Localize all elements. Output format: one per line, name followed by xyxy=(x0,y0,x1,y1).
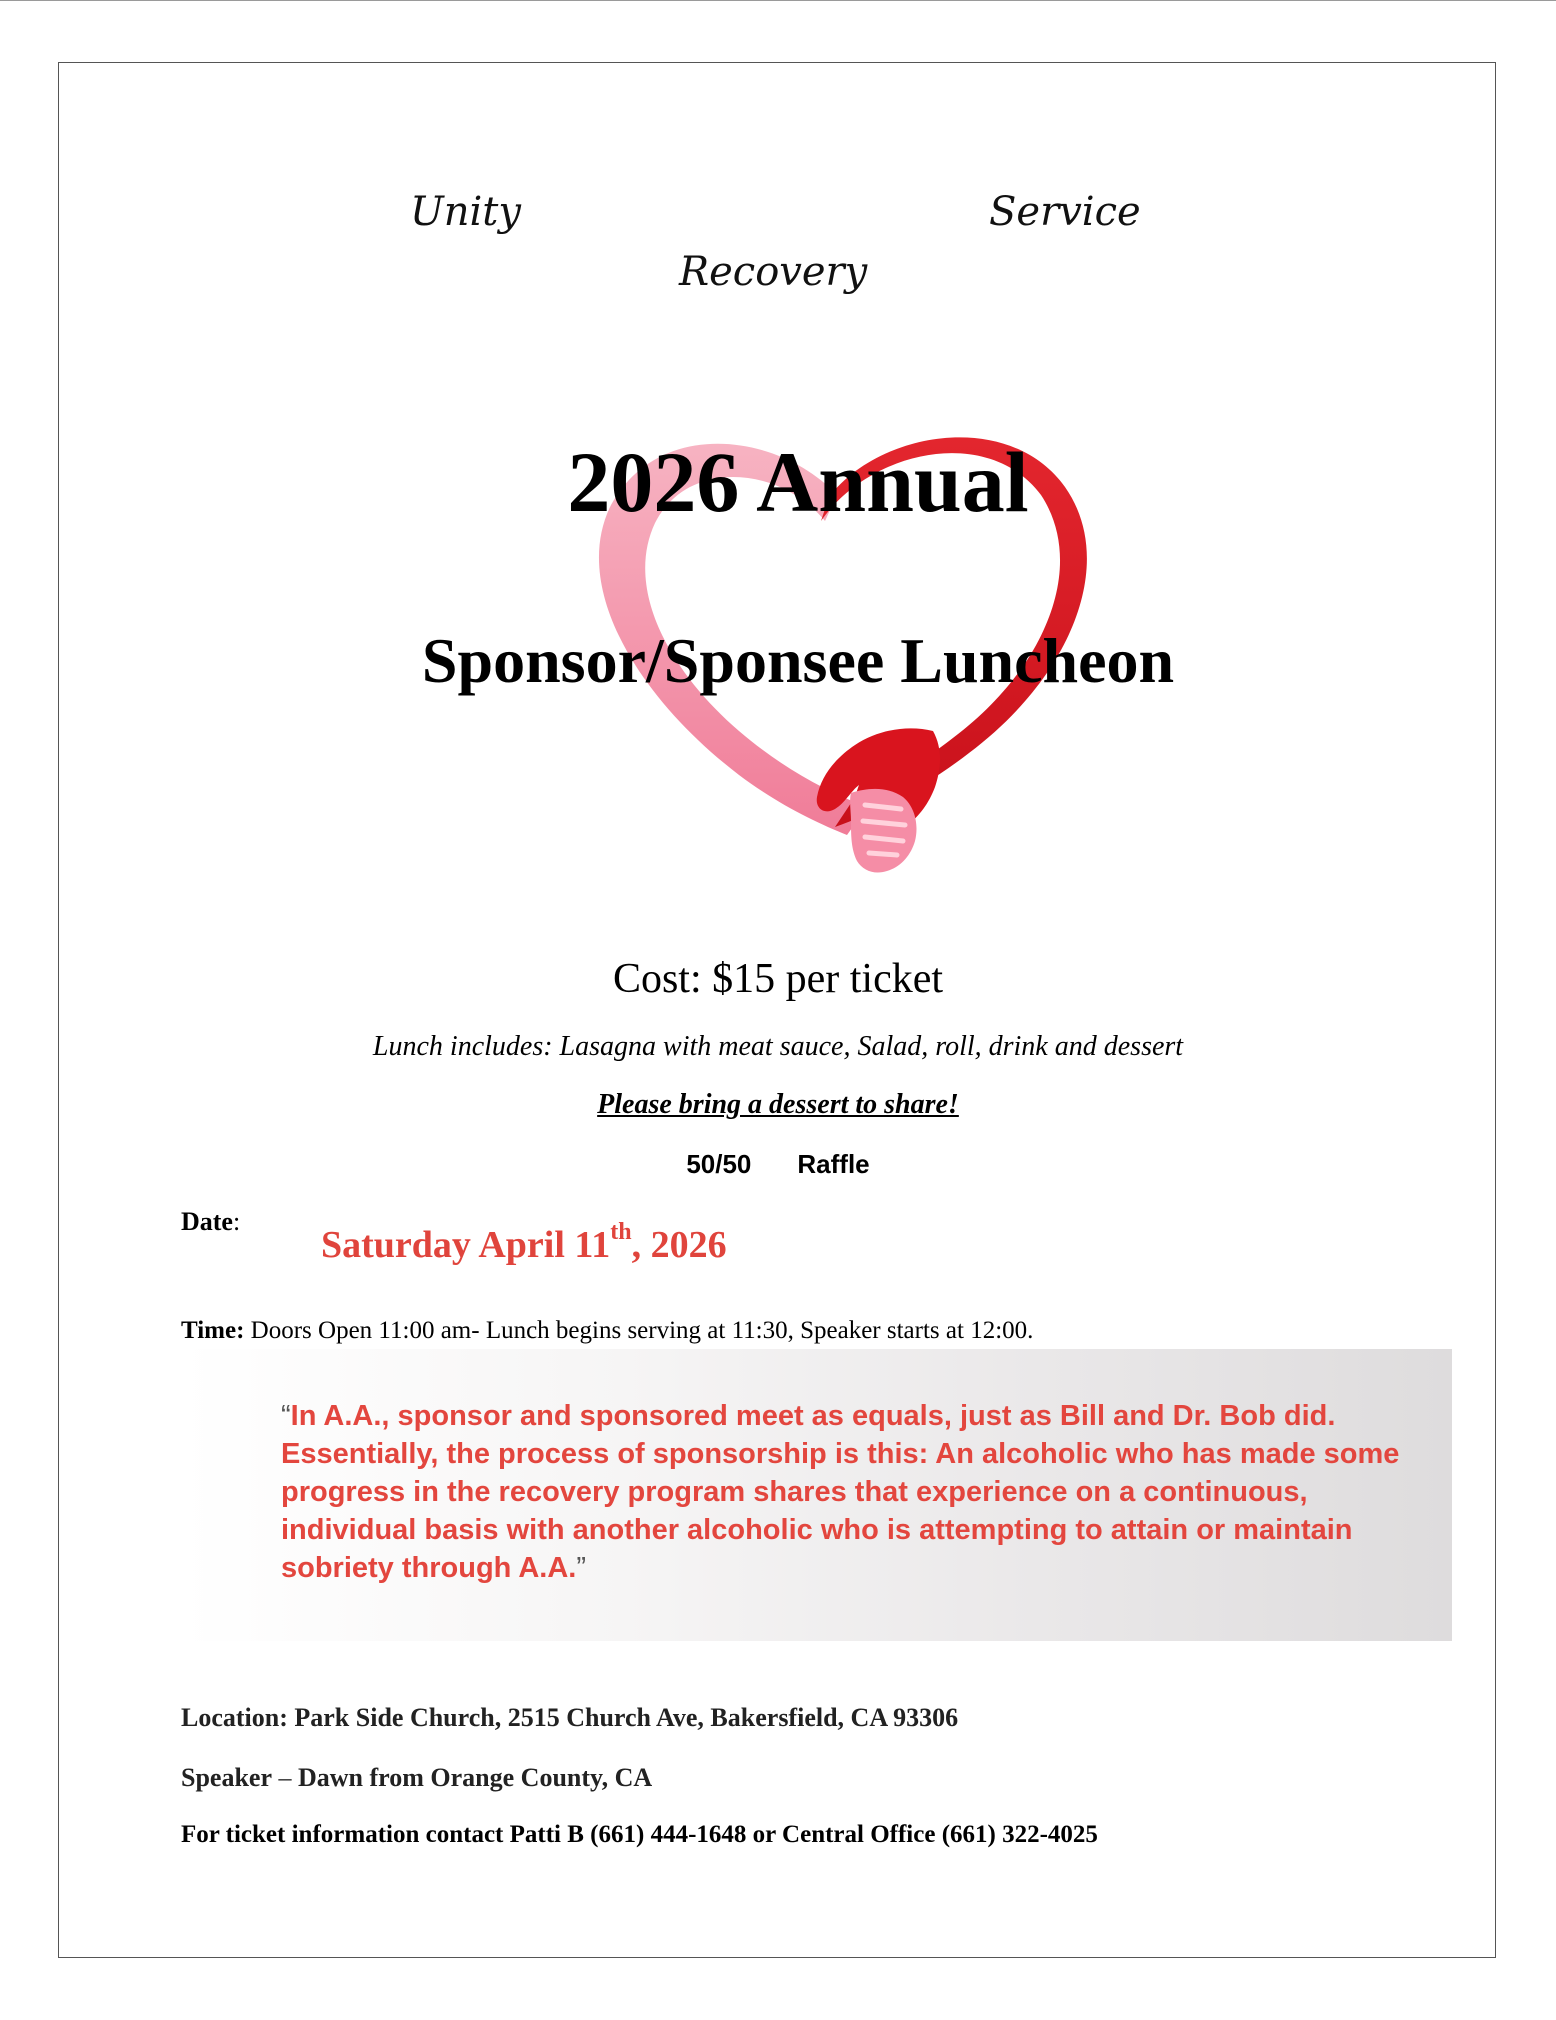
bring-dessert-note: Please bring a dessert to share! xyxy=(597,1089,959,1120)
ticket-contact-line: For ticket information contact Patti B (661) 444-1648 or Central Office (661) 322-4025 xyxy=(181,1821,1098,1848)
location-line: Location: Park Side Church, 2515 Church Ave, Bakersfield, CA 93306 xyxy=(181,1703,959,1732)
sponsorship-quote xyxy=(281,1397,1441,1587)
title-annual: 2026 Annual xyxy=(567,434,1029,530)
date-label xyxy=(181,1207,240,1237)
date-label-text: Date xyxy=(181,1207,233,1236)
quote-close-mark: ” xyxy=(576,1552,587,1584)
flyer-page xyxy=(58,62,1496,1958)
date-year: , 2026 xyxy=(631,1224,727,1266)
lunch-includes: Lunch includes: Lasagna with meat sauce, Salad, roll, drink and dessert xyxy=(372,1031,1184,1062)
quote-open-mark: “ xyxy=(281,1400,291,1432)
raffle-line xyxy=(59,1149,1497,1180)
quote-box xyxy=(181,1349,1452,1641)
pink-hand xyxy=(850,789,916,873)
date-main: Saturday April 11 xyxy=(321,1224,611,1266)
title-line-2 xyxy=(59,623,1497,700)
top-rule xyxy=(0,0,1556,1)
motto-service: Service xyxy=(989,189,1141,235)
raffle-word: Raffle xyxy=(797,1149,870,1179)
event-date xyxy=(321,1219,727,1267)
motto-recovery: Recovery xyxy=(679,249,868,295)
time-label: Time: xyxy=(181,1317,245,1344)
speaker-name: Dawn from Orange County, CA xyxy=(298,1763,653,1792)
quote-text: In A.A., sponsor and sponsored meet as equals, just as Bill and Dr. Bob did. Essentially, the process of sponsorship is this: An alcoholic who has made some progress in the recovery program shares that experience on a continuous, individual basis with another alcoholic who is attempting to attain or maintain sobriety through A.A. xyxy=(281,1400,1400,1584)
speaker-line xyxy=(181,1763,652,1793)
speaker-label: Speaker xyxy=(181,1763,272,1792)
cost-line: Cost: $15 per ticket xyxy=(612,956,944,1002)
date-label-colon: : xyxy=(232,1207,241,1236)
raffle-fifty: 50/50 xyxy=(686,1149,752,1179)
motto-unity: Unity xyxy=(410,189,521,235)
title-luncheon: Sponsor/Sponsee Luncheon xyxy=(421,625,1175,696)
title-line-1 xyxy=(59,431,1497,534)
time-line xyxy=(181,1317,1033,1345)
time-value: Doors Open 11:00 am- Lunch begins serving at 11:30, Speaker starts at 12:00. xyxy=(244,1317,1034,1344)
speaker-dash: – xyxy=(272,1763,298,1792)
date-ordinal: th xyxy=(610,1219,632,1246)
